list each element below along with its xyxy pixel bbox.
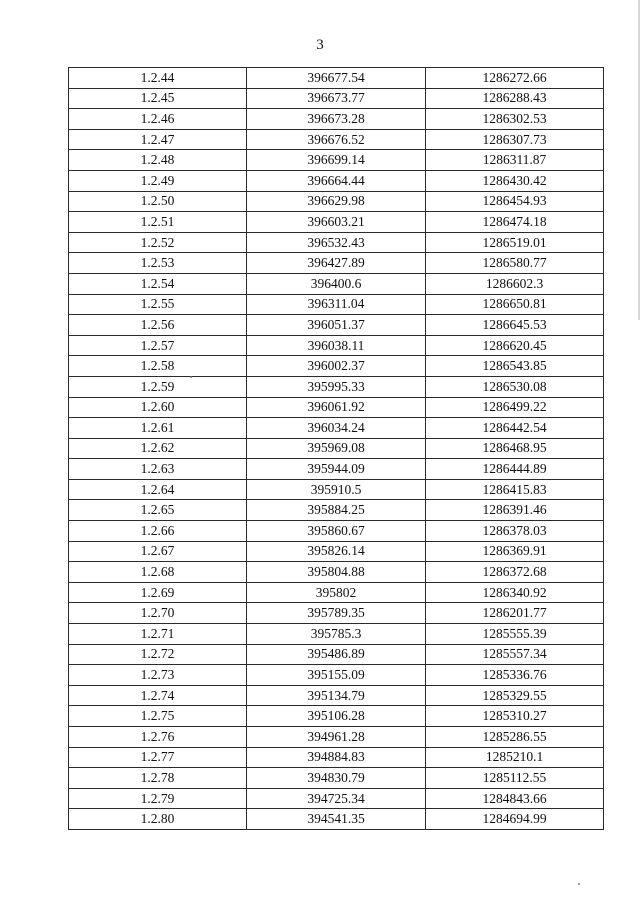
point-id-cell: 1.2.50 — [69, 191, 247, 212]
table-row — [69, 129, 604, 150]
x-coordinate-cell: 395884.25 — [247, 500, 426, 521]
table-row — [69, 438, 604, 459]
x-coordinate-cell: 396051.37 — [247, 315, 426, 336]
table-row — [69, 273, 604, 294]
point-id-cell: 1.2.63 — [69, 459, 247, 480]
point-id-cell: 1.2.64 — [69, 479, 247, 500]
point-id-cell: 1.2.61 — [69, 418, 247, 439]
point-id-cell: 1.2.66 — [69, 521, 247, 542]
x-coordinate-cell: 394541.35 — [247, 809, 426, 830]
x-coordinate-cell: 396673.28 — [247, 109, 426, 130]
y-coordinate-cell: 1284694.99 — [426, 809, 604, 830]
point-id-cell: 1.2.55 — [69, 294, 247, 315]
table-row — [69, 232, 604, 253]
x-coordinate-cell: 395910.5 — [247, 479, 426, 500]
point-id-cell: 1.2.59 — [69, 376, 247, 397]
table-row — [69, 562, 604, 583]
table-row — [69, 479, 604, 500]
y-coordinate-cell: 1286307.73 — [426, 129, 604, 150]
scan-speck — [190, 376, 192, 378]
x-coordinate-cell: 394961.28 — [247, 727, 426, 748]
point-id-cell: 1.2.58 — [69, 356, 247, 377]
y-coordinate-cell: 1286602.3 — [426, 273, 604, 294]
y-coordinate-cell: 1286272.66 — [426, 68, 604, 89]
x-coordinate-cell: 394884.83 — [247, 747, 426, 768]
point-id-cell: 1.2.48 — [69, 150, 247, 171]
x-coordinate-cell: 396034.24 — [247, 418, 426, 439]
y-coordinate-cell: 1286442.54 — [426, 418, 604, 439]
y-coordinate-cell: 1286620.45 — [426, 335, 604, 356]
x-coordinate-cell: 396629.98 — [247, 191, 426, 212]
table-row — [69, 665, 604, 686]
point-id-cell: 1.2.77 — [69, 747, 247, 768]
y-coordinate-cell: 1286519.01 — [426, 232, 604, 253]
point-id-cell: 1.2.72 — [69, 644, 247, 665]
x-coordinate-cell: 396038.11 — [247, 335, 426, 356]
point-id-cell: 1.2.51 — [69, 212, 247, 233]
point-id-cell: 1.2.75 — [69, 706, 247, 727]
x-coordinate-cell: 396532.43 — [247, 232, 426, 253]
x-coordinate-cell: 396673.77 — [247, 88, 426, 109]
y-coordinate-cell: 1285329.55 — [426, 685, 604, 706]
x-coordinate-cell: 395944.09 — [247, 459, 426, 480]
y-coordinate-cell: 1286430.42 — [426, 170, 604, 191]
point-id-cell: 1.2.52 — [69, 232, 247, 253]
coordinates-table-body — [69, 68, 604, 830]
table-row — [69, 603, 604, 624]
table-row — [69, 582, 604, 603]
y-coordinate-cell: 1286372.68 — [426, 562, 604, 583]
coordinates-table — [68, 67, 604, 830]
x-coordinate-cell: 396664.44 — [247, 170, 426, 191]
x-coordinate-cell: 395155.09 — [247, 665, 426, 686]
table-row — [69, 521, 604, 542]
y-coordinate-cell: 1286580.77 — [426, 253, 604, 274]
table-row — [69, 768, 604, 789]
table-row — [69, 747, 604, 768]
y-coordinate-cell: 1286645.53 — [426, 315, 604, 336]
y-coordinate-cell: 1286468.95 — [426, 438, 604, 459]
y-coordinate-cell: 1286454.93 — [426, 191, 604, 212]
x-coordinate-cell: 396400.6 — [247, 273, 426, 294]
point-id-cell: 1.2.62 — [69, 438, 247, 459]
x-coordinate-cell: 394725.34 — [247, 788, 426, 809]
y-coordinate-cell: 1286650.81 — [426, 294, 604, 315]
point-id-cell: 1.2.45 — [69, 88, 247, 109]
x-coordinate-cell: 395486.89 — [247, 644, 426, 665]
point-id-cell: 1.2.76 — [69, 727, 247, 748]
y-coordinate-cell: 1286391.46 — [426, 500, 604, 521]
table-row — [69, 397, 604, 418]
y-coordinate-cell: 1285112.55 — [426, 768, 604, 789]
y-coordinate-cell: 1285286.55 — [426, 727, 604, 748]
x-coordinate-cell: 395106.28 — [247, 706, 426, 727]
y-coordinate-cell: 1286530.08 — [426, 376, 604, 397]
point-id-cell: 1.2.53 — [69, 253, 247, 274]
x-coordinate-cell: 396603.21 — [247, 212, 426, 233]
x-coordinate-cell: 396002.37 — [247, 356, 426, 377]
point-id-cell: 1.2.79 — [69, 788, 247, 809]
x-coordinate-cell: 395995.33 — [247, 376, 426, 397]
y-coordinate-cell: 1285557.34 — [426, 644, 604, 665]
table-row — [69, 170, 604, 191]
table-row — [69, 150, 604, 171]
x-coordinate-cell: 396311.04 — [247, 294, 426, 315]
y-coordinate-cell: 1286415.83 — [426, 479, 604, 500]
table-row — [69, 685, 604, 706]
x-coordinate-cell: 396699.14 — [247, 150, 426, 171]
point-id-cell: 1.2.73 — [69, 665, 247, 686]
point-id-cell: 1.2.74 — [69, 685, 247, 706]
x-coordinate-cell: 396061.92 — [247, 397, 426, 418]
x-coordinate-cell: 395860.67 — [247, 521, 426, 542]
table-row — [69, 88, 604, 109]
table-row — [69, 212, 604, 233]
point-id-cell: 1.2.54 — [69, 273, 247, 294]
point-id-cell: 1.2.71 — [69, 624, 247, 645]
y-coordinate-cell: 1285210.1 — [426, 747, 604, 768]
y-coordinate-cell: 1285555.39 — [426, 624, 604, 645]
x-coordinate-cell: 395804.88 — [247, 562, 426, 583]
x-coordinate-cell: 394830.79 — [247, 768, 426, 789]
x-coordinate-cell: 395134.79 — [247, 685, 426, 706]
page-number: 3 — [316, 37, 324, 53]
scan-speck — [578, 883, 580, 885]
y-coordinate-cell: 1286543.85 — [426, 356, 604, 377]
point-id-cell: 1.2.68 — [69, 562, 247, 583]
x-coordinate-cell: 396676.52 — [247, 129, 426, 150]
point-id-cell: 1.2.47 — [69, 129, 247, 150]
x-coordinate-cell: 395785.3 — [247, 624, 426, 645]
table-row — [69, 500, 604, 521]
point-id-cell: 1.2.44 — [69, 68, 247, 89]
y-coordinate-cell: 1286369.91 — [426, 541, 604, 562]
y-coordinate-cell: 1286378.03 — [426, 521, 604, 542]
table-row — [69, 624, 604, 645]
point-id-cell: 1.2.60 — [69, 397, 247, 418]
table-row — [69, 191, 604, 212]
x-coordinate-cell: 396427.89 — [247, 253, 426, 274]
table-row — [69, 335, 604, 356]
point-id-cell: 1.2.65 — [69, 500, 247, 521]
point-id-cell: 1.2.78 — [69, 768, 247, 789]
table-row — [69, 109, 604, 130]
x-coordinate-cell: 395969.08 — [247, 438, 426, 459]
y-coordinate-cell: 1286288.43 — [426, 88, 604, 109]
x-coordinate-cell: 395802 — [247, 582, 426, 603]
x-coordinate-cell: 395826.14 — [247, 541, 426, 562]
y-coordinate-cell: 1286474.18 — [426, 212, 604, 233]
table-row — [69, 727, 604, 748]
table-row — [69, 788, 604, 809]
y-coordinate-cell: 1286302.53 — [426, 109, 604, 130]
y-coordinate-cell: 1286499.22 — [426, 397, 604, 418]
point-id-cell: 1.2.67 — [69, 541, 247, 562]
point-id-cell: 1.2.56 — [69, 315, 247, 336]
table-row — [69, 459, 604, 480]
x-coordinate-cell: 395789.35 — [247, 603, 426, 624]
table-row — [69, 315, 604, 336]
y-coordinate-cell: 1286201.77 — [426, 603, 604, 624]
table-row — [69, 68, 604, 89]
table-row — [69, 356, 604, 377]
table-row — [69, 294, 604, 315]
point-id-cell: 1.2.57 — [69, 335, 247, 356]
y-coordinate-cell: 1284843.66 — [426, 788, 604, 809]
x-coordinate-cell: 396677.54 — [247, 68, 426, 89]
table-row — [69, 644, 604, 665]
y-coordinate-cell: 1285336.76 — [426, 665, 604, 686]
table-row — [69, 418, 604, 439]
table-row — [69, 376, 604, 397]
point-id-cell: 1.2.46 — [69, 109, 247, 130]
y-coordinate-cell: 1286311.87 — [426, 150, 604, 171]
point-id-cell: 1.2.69 — [69, 582, 247, 603]
point-id-cell: 1.2.80 — [69, 809, 247, 830]
y-coordinate-cell: 1286444.89 — [426, 459, 604, 480]
table-row — [69, 541, 604, 562]
point-id-cell: 1.2.70 — [69, 603, 247, 624]
table-row — [69, 253, 604, 274]
table-row — [69, 706, 604, 727]
table-row — [69, 809, 604, 830]
point-id-cell: 1.2.49 — [69, 170, 247, 191]
y-coordinate-cell: 1286340.92 — [426, 582, 604, 603]
y-coordinate-cell: 1285310.27 — [426, 706, 604, 727]
